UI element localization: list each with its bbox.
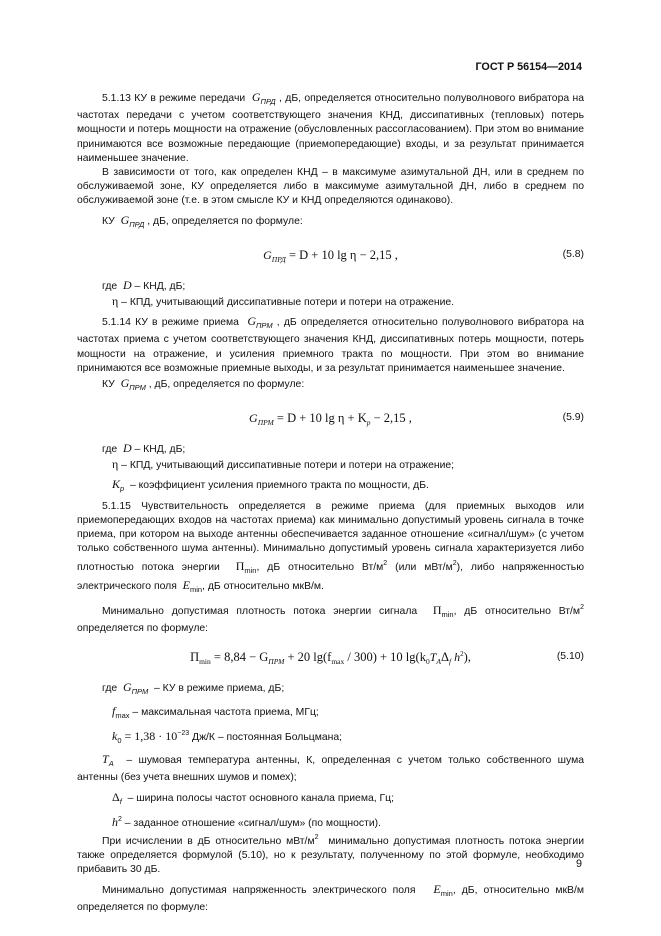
formula-number-5-9: (5.9) xyxy=(562,412,584,424)
page-number: 9 xyxy=(575,858,582,870)
formula-number-5-8: (5.8) xyxy=(562,248,584,260)
paragraph-min-flux-density: Минимально допустимая плотность потока энергии сигнала $\Pi_{min}$, дБ относительно $Вт/м^2$ определяется по формуле: xyxy=(77,603,584,635)
formula-5-10: $\Pi_{min} = 8,84 - G_{ПРМ} + 20$ $\lg(f_{max} / 300) + 10$ $\lg(k_0T_А\Delta_f$ $h^2$), (5.10) xyxy=(190,650,584,667)
where-kpd-5-9: η – КПД, учитывающий диссипативные потери и потери на отражение; xyxy=(112,457,455,472)
where-snr-5-10: $h^2$ – заданное отношение «сигнал/шум» (по мощности). xyxy=(112,814,382,829)
paragraph-5-1-13: 5.1.13 КУ в режиме передачи $G_{ПРД}$ , дБ, определяется относительно полуволнового вибратора на частотах передачи с учетом соответствующего значения КНД, диссипативных (тепловых) потерь мощности и потерь мощности на отражение (обусловленных рассогласованием). При этом во внимание принимаются все возможные передающие (приемопередающие) входы, и за результат принимается наименьшее значение. xyxy=(77,90,584,164)
where-kp-5-9: $K_р$ – коэффициент усиления приемного тракта по мощности, дБ. xyxy=(112,476,429,493)
paragraph-5-1-14: 5.1.14 КУ в режиме приема $G_{ПРМ}$ , дБ определяется относительно полуволнового вибратора на частотах приема с учетом соответствующего значения КНД, диссипативных потерь мощности, потерь мощности на отражение, и усиления приемного тракта по мощности. При этом во внимание принимаются все возможные приемные выходы, и за результат принимается наименьшее значение. xyxy=(77,314,584,374)
standard-header: ГОСТ Р 56154—2014 xyxy=(475,61,582,73)
where-knd-5-9: где D – КНД, дБ; xyxy=(102,441,186,456)
formula-5-8: $G_{ПРД} = D + 10$ lg η − 2,15 , (5.8) xyxy=(263,247,584,264)
formula-number-5-10: (5.10) xyxy=(556,651,584,663)
paragraph-ku-rx-formula-intro: КУ $G_{ПРМ}$ , дБ, определяется по формуле: xyxy=(102,376,305,393)
paragraph-5-1-15: 5.1.15 Чувствительность определяется в режиме приема (для приемных выходов или приемопередающих входов на частотах приема) как минимально допустимый уровень сигнала в точке приема, при котором на выходе антенны обеспечивается заданное отношение «сигнал/шум» (с учетом только собственного шума антенны). Минимально допустимый уровень сигнала характеризуется либо плотностью потока энергии $\Pi_{min}$, дБ относительно $Вт/м^2$ (или мВт/$м^2$), либо напряженностью электрического поля $E_{min}$, дБ относительно мкВ/м. xyxy=(77,500,585,594)
where-knd-5-8: где D – КНД, дБ; xyxy=(102,277,186,292)
paragraph-mw-conversion: При исчислении в дБ относительно мВт/$м^2$ минимально допустимая плотность потока энергии также определяется формулой (5.10), но к результату, полученному по этой формуле, необходимо прибавить 30 дБ. xyxy=(77,833,585,876)
paragraph-zone-dependency: В зависимости от того, как определен КНД – в максимуме азимутальной ДН, или в среднем по обслуживаемой зоне, КУ определяется либо в максимуме азимутальной ДН, либо в среднем по обслуживаемой зоне (т.е. в этом смысле КУ и КНД определяются одинаково). xyxy=(77,167,584,207)
where-boltzmann-5-10: $k_0 = 1,38 \cdot 10^{-23}$ Дж/К – постоянная Больцмана; xyxy=(112,728,343,745)
paragraph-min-field-strength: Минимально допустимая напряженность электрического поля $E_{min}$, дБ, относительно мкВ/м определяется по формуле: xyxy=(77,881,584,913)
formula-5-9: $G_{ПРМ} = D + 10$ $\lg \eta + K_р - 2,15$ , (5.9) xyxy=(249,411,584,428)
body-text xyxy=(77,90,584,915)
paragraph-ku-tx-formula-intro: КУ $G_{ПРД}$ , дБ, определяется по формуле: xyxy=(102,212,303,229)
where-ta-5-10: $T_А$ – шумовая температура антенны, К, определенная с учетом только собственного шума антенны (без учета внешних шумов и помех); xyxy=(77,752,584,784)
where-bandwidth-5-10: $\Delta_f$ – ширина полосы частот основного канала приема, Гц; xyxy=(112,789,395,806)
where-ku-rx-5-10: где $G_{ПРМ}$ – КУ в режиме приема, дБ; xyxy=(102,680,285,697)
where-kpd-5-8: η – КПД, учитывающий диссипативные потери и потери на отражение. xyxy=(112,294,455,309)
where-fmax-5-10: $f_{max}$ – максимальная частота приема, МГц; xyxy=(112,703,319,720)
